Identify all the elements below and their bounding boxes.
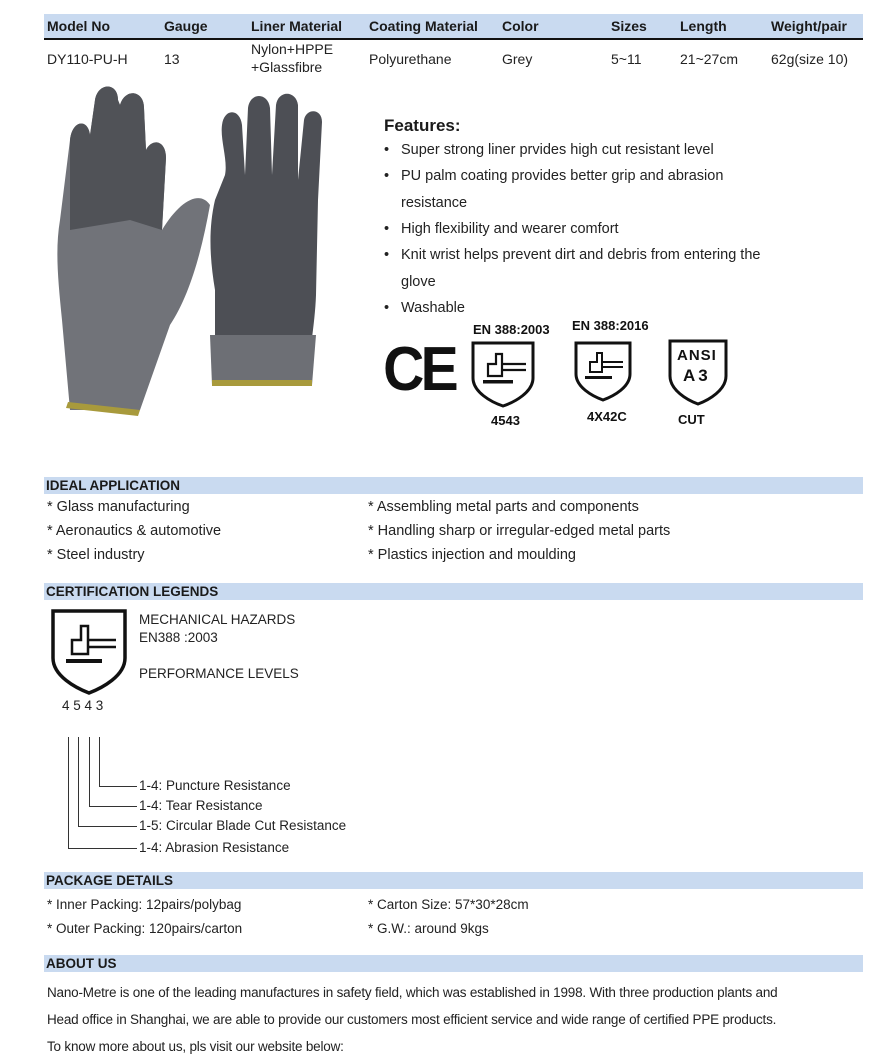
bullet-icon: •	[384, 247, 390, 263]
package-item: * Inner Packing: 12pairs/polybag	[47, 897, 242, 912]
section-bar-about-us	[44, 955, 863, 972]
legend-connector	[68, 848, 137, 849]
bullet-icon: •	[384, 300, 390, 316]
feature-item-continued: resistance	[401, 195, 468, 211]
glove-back-view	[57, 87, 210, 417]
application-item: * Glass manufacturing	[47, 499, 190, 515]
header-weight-pair: Weight/pair	[771, 18, 847, 34]
cell-gauge: 13	[164, 51, 180, 67]
about-text-line: To know more about us, pls visit our website below:	[47, 1039, 344, 1054]
about-text-line: Nano-Metre is one of the leading manufactures in safety field, which was established in 1998. With three production plants and	[47, 985, 778, 1000]
ce-mark-icon: CE	[383, 335, 456, 404]
section-bar-certification-legends	[44, 583, 863, 600]
legend-code-digits: 4 5 4 3	[62, 698, 104, 713]
header-coating-material: Coating Material	[369, 18, 478, 34]
bullet-icon: •	[384, 168, 390, 184]
cell-liner-material-line1: Nylon+HPPE	[251, 41, 334, 57]
feature-item	[384, 221, 619, 237]
about-text-line: Head office in Shanghai, we are able to provide our customers most efficient service and wide range of certified PPE products.	[47, 1012, 777, 1027]
section-title: CERTIFICATION LEGENDS	[46, 584, 219, 599]
glove-palm-view	[210, 94, 322, 386]
cell-liner-material-line2: +Glassfibre	[251, 59, 323, 75]
header-model-no: Model No	[47, 18, 110, 34]
application-item: * Assembling metal parts and components	[368, 499, 639, 515]
feature-text: High flexibility and wearer comfort	[401, 221, 619, 237]
header-sizes: Sizes	[611, 18, 647, 34]
cell-length: 21~27cm	[680, 51, 738, 67]
en388-2016-title: EN 388:2016	[572, 318, 649, 333]
cell-model-no: DY110-PU-H	[47, 51, 128, 67]
ansi-level: A3	[683, 366, 711, 385]
feature-item	[384, 300, 465, 316]
mechanical-hazard-shield-icon	[50, 608, 128, 696]
application-item: * Plastics injection and moulding	[368, 547, 576, 563]
section-bar-package-details	[44, 872, 863, 889]
bullet-icon: •	[384, 142, 390, 158]
legend-item-tear: 1-4: Tear Resistance	[139, 798, 263, 813]
application-item: * Handling sharp or irregular-edged metal parts	[368, 523, 671, 539]
features-title: Features:	[384, 116, 461, 135]
header-length: Length	[680, 18, 727, 34]
feature-text: Knit wrist helps prevent dirt and debris from entering the	[401, 247, 761, 263]
legend-connector	[68, 737, 69, 849]
section-title: ABOUT US	[46, 956, 117, 971]
en388-2003-code: 4543	[491, 413, 520, 428]
legend-hazard-title: MECHANICAL HAZARDS	[139, 612, 296, 627]
header-gauge: Gauge	[164, 18, 208, 34]
section-title: IDEAL APPLICATION	[46, 478, 181, 493]
en388-2016-shield-icon	[573, 340, 633, 402]
feature-item	[384, 142, 714, 158]
application-item: * Aeronautics & automotive	[47, 523, 222, 539]
cell-sizes: 5~11	[611, 51, 642, 67]
application-item: * Steel industry	[47, 547, 145, 563]
package-item: * Carton Size: 57*30*28cm	[368, 897, 529, 912]
en388-shield-icon	[470, 340, 536, 408]
legend-connector	[78, 826, 137, 827]
cell-weight-pair: 62g(size 10)	[771, 51, 849, 67]
package-item: * G.W.: around 9kgs	[368, 921, 489, 936]
legend-connector	[89, 806, 137, 807]
feature-text: Washable	[401, 300, 465, 316]
header-color: Color	[502, 18, 539, 34]
feature-text: Super strong liner prvides high cut resistant level	[401, 142, 714, 158]
product-image-gloves	[40, 80, 370, 420]
bullet-icon: •	[384, 221, 390, 237]
legend-item-abrasion: 1-4: Abrasion Resistance	[139, 840, 290, 855]
en388-2016-code: 4X42C	[587, 409, 627, 424]
legend-item-cut: 1-5: Circular Blade Cut Resistance	[139, 818, 347, 833]
header-liner-material: Liner Material	[251, 18, 343, 34]
legend-connector	[99, 786, 137, 787]
feature-text: PU palm coating provides better grip and abrasion	[401, 168, 724, 184]
ansi-label: ANSI	[677, 347, 717, 364]
section-title: PACKAGE DETAILS	[46, 873, 174, 888]
package-item: * Outer Packing: 120pairs/carton	[47, 921, 243, 936]
legend-item-puncture: 1-4: Puncture Resistance	[139, 778, 291, 793]
legend-connector	[99, 737, 100, 787]
cell-coating-material: Polyurethane	[369, 51, 452, 67]
ansi-caption: CUT	[678, 412, 705, 427]
section-bar-ideal-application	[44, 477, 863, 494]
feature-item-continued: glove	[401, 274, 436, 290]
en388-2003-title: EN 388:2003	[473, 322, 550, 337]
legend-standard: EN388 :2003	[139, 630, 218, 645]
legend-connector	[89, 737, 90, 807]
legend-connector	[78, 737, 79, 827]
cell-color: Grey	[502, 51, 533, 67]
feature-item	[384, 168, 723, 184]
legend-performance: PERFORMANCE LEVELS	[139, 666, 299, 681]
feature-item	[384, 247, 760, 263]
